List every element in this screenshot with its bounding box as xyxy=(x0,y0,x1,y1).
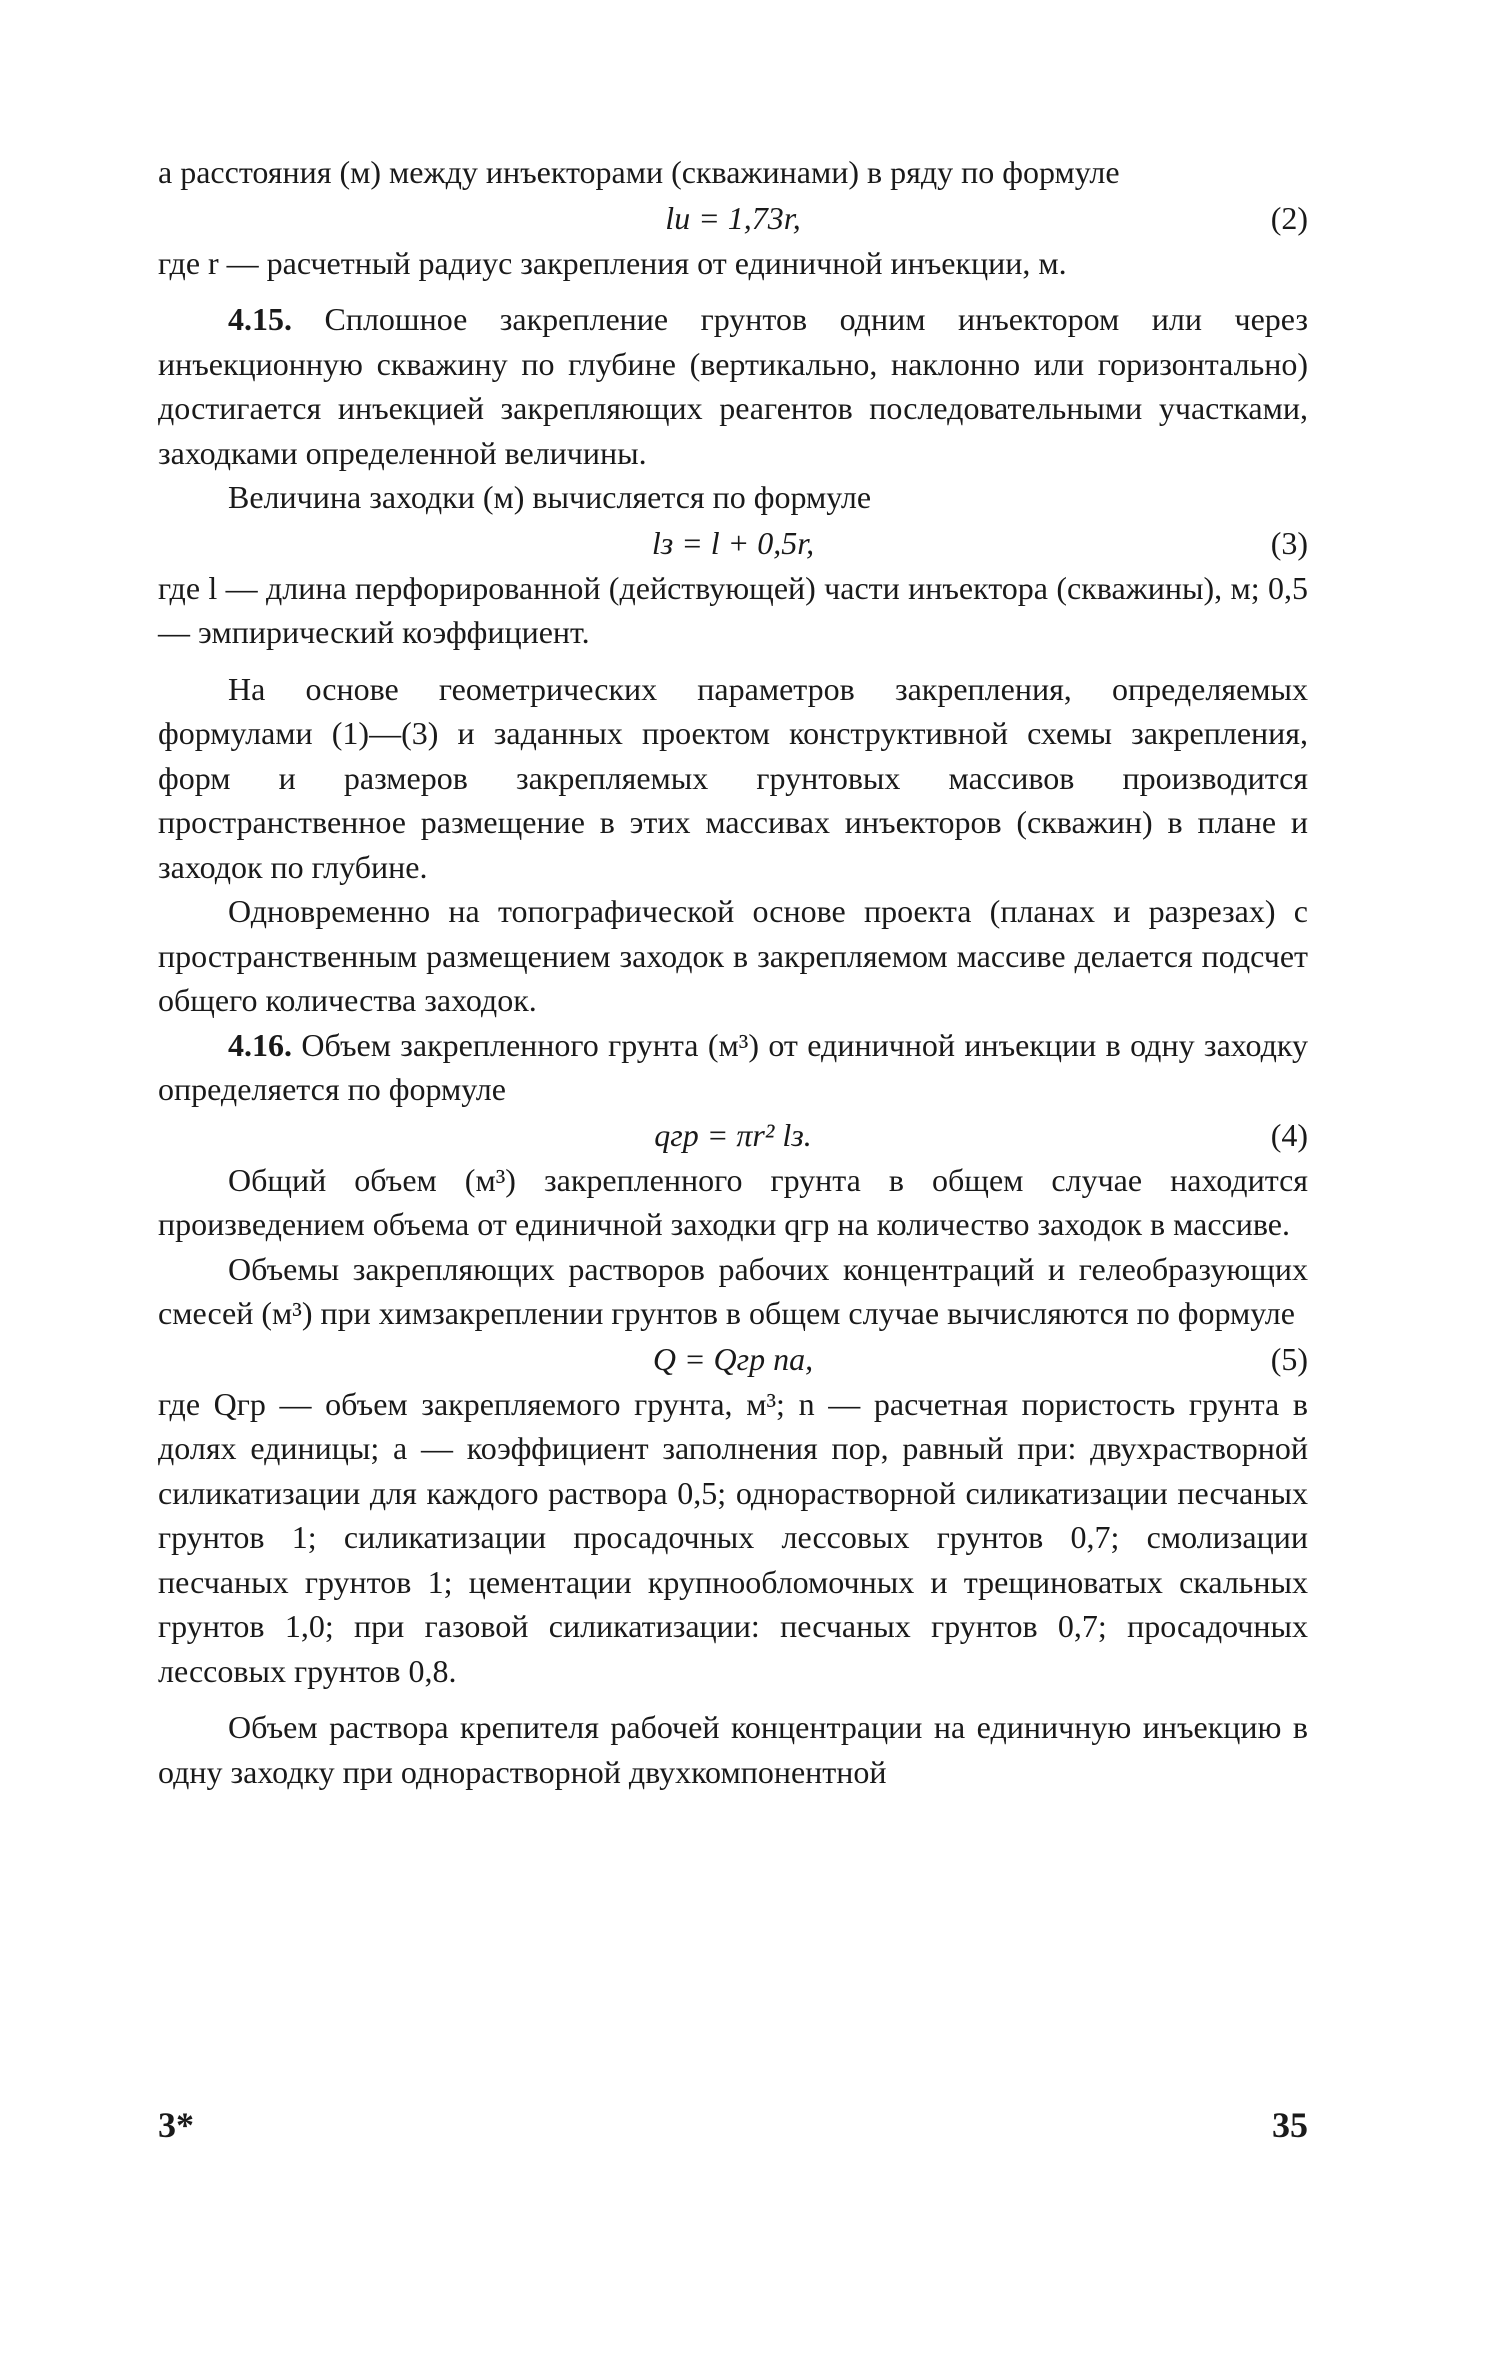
paragraph: Объем раствора крепителя рабочей концентрации на единичную инъекцию в одну заходку при однорастворной двухкомпонентной xyxy=(158,1709,1308,1790)
paragraph: На основе геометрических параметров закрепления, определяемых формулами (1)—(3) и заданных проектом конструктивной схемы закрепления, форм и размеров закрепляемых грунтовых массивов производится пространственное размещение в этих массивах инъекторов (скважин) в плане и заходок по глубине. xyxy=(158,670,1308,885)
formula-expression: qгр = πr² lз. xyxy=(654,1116,812,1153)
formula-3 xyxy=(158,520,1308,566)
formula-expression: lи = 1,73r, xyxy=(665,199,801,236)
section-text: Сплошное закрепление грунтов одним инъектором или через инъекционную скважину по глубине (вертикально, наклонно или горизонтально) достигается инъекцией закрепляющих реагентов последовательными участками, заходками определенной величины. xyxy=(158,301,1308,471)
paragraph: Общий объем (м³) закрепленного грунта в общем случае находится произведением объема от единичной заходки qгр на количество заходок в массиве. xyxy=(158,1161,1308,1242)
formula-number: (4) xyxy=(1270,1116,1308,1153)
formula-expression: Q = Qгр na, xyxy=(652,1340,814,1377)
paragraph: где r — расчетный радиус закрепления от единичной инъекции, м. xyxy=(158,244,1067,281)
page-body xyxy=(158,150,1308,1794)
formula-2 xyxy=(158,195,1308,241)
section-4-15 xyxy=(158,297,1308,475)
section-4-16 xyxy=(158,1023,1308,1112)
paragraph: Величина заходки (м) вычисляется по формуле xyxy=(228,479,872,515)
paragraph: где l — длина перфорированной (действующей) части инъектора (скважины), м; 0,5 — эмпирический коэффициент. xyxy=(158,569,1308,650)
paragraph: а расстояния (м) между инъекторами (скважинами) в ряду по формуле xyxy=(158,154,1120,190)
formula-number: (5) xyxy=(1270,1340,1308,1377)
section-number: 4.15. xyxy=(228,301,292,337)
paragraph: где Qгр — объем закрепляемого грунта, м³; n — расчетная пористость грунта в долях единицы; a — коэффициент заполнения пор, равный при: двухрастворной силикатизации для каждого раствора 0,5; однорастворной силикатизации песчаных грунтов 1; силикатизации просадочных лессовых грунтов 0,7; смолизации песчаных грунтов 1; цементации крупнообломочных и трещиноватых скальных грунтов 1,0; при газовой силикатизации: песчаных грунтов 0,7; просадочных лессовых грунтов 0,8. xyxy=(158,1385,1308,1689)
formula-4 xyxy=(158,1112,1308,1158)
formula-number: (3) xyxy=(1270,524,1308,561)
paragraph: Одновременно на топографической основе проекта (планах и разрезах) с пространственным размещением заходок в закрепляемом массиве делается подсчет общего количества заходок. xyxy=(158,893,1308,1018)
formula-5 xyxy=(158,1336,1308,1382)
formula-expression: lз = l + 0,5r, xyxy=(651,524,815,561)
page-number: 35 xyxy=(1272,2105,1308,2145)
section-text: Объем закрепленного грунта (м³) от единичной инъекции в одну заходку определяется по формуле xyxy=(158,1026,1308,1107)
formula-number: (2) xyxy=(1270,199,1308,236)
paragraph: Объемы закрепляющих растворов рабочих концентраций и гелеобразующих смесей (м³) при химзакреплении грунтов в общем случае вычисляются по формуле xyxy=(158,1250,1308,1331)
signature-mark: 3* xyxy=(158,2105,194,2145)
section-number: 4.16. xyxy=(228,1026,292,1063)
